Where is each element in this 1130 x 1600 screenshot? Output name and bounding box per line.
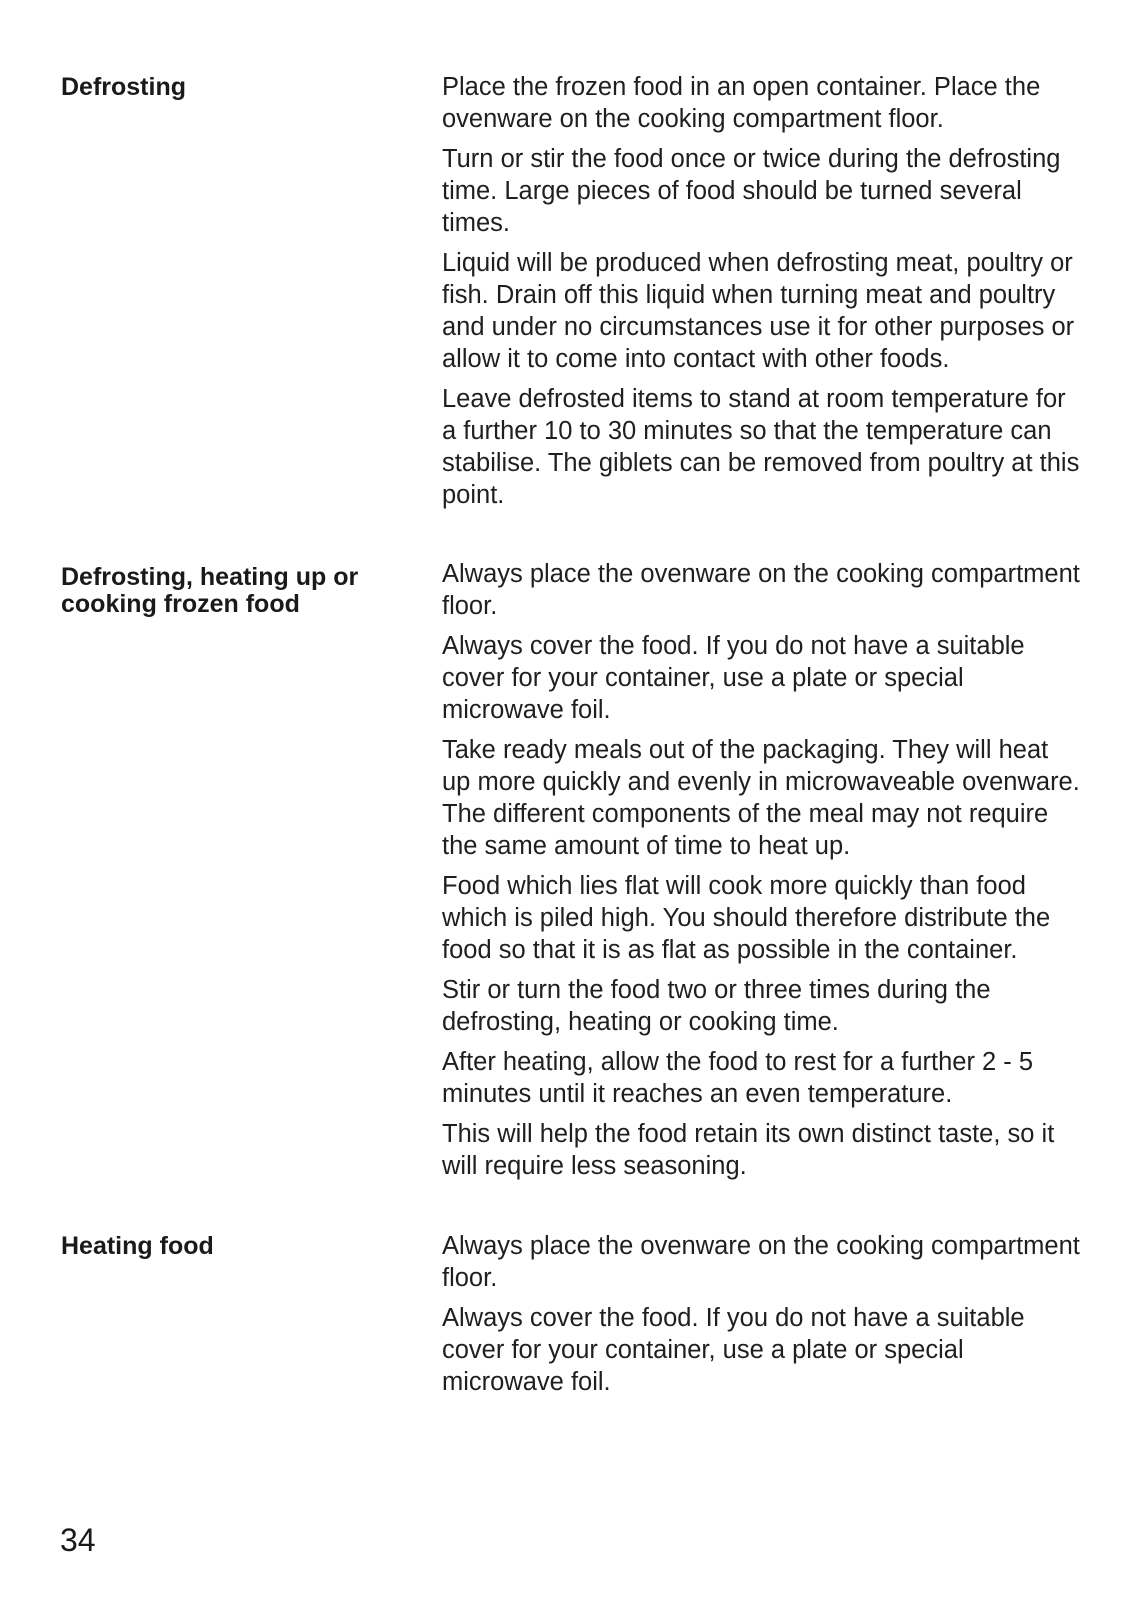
paragraph: Always place the ovenware on the cooking compartment floor. [442, 1232, 1080, 1292]
paragraph: Stir or turn the food two or three times during the defrosting, heating or cooking time. [442, 976, 991, 1036]
paragraph: Turn or stir the food once or twice during the defrosting time. Large pieces of food should be turned several times. [442, 145, 1061, 237]
section-body [442, 71, 1080, 519]
paragraph: Food which lies flat will cook more quickly than food which is piled high. You should therefore distribute the food so that it is as flat as possible in the container. [442, 872, 1051, 964]
paragraph: The different components of the meal may not require the same amount of time to heat up. [442, 800, 1049, 860]
section-heading: Heating food [61, 1232, 214, 1260]
section-body [442, 558, 1080, 1190]
section-heading: Defrosting, heating up or cooking frozen food [61, 563, 359, 618]
page-number: 34 [60, 1522, 96, 1558]
paragraph: Place the frozen food in an open container. Place the ovenware on the cooking compartment floor. [442, 73, 1041, 133]
paragraph: Always cover the food. If you do not have a suitable cover for your container, use a plate or special microwave foil. [442, 632, 1025, 724]
paragraph: Always place the ovenware on the cooking compartment floor. [442, 560, 1080, 620]
section-heading: Defrosting [61, 73, 186, 101]
paragraph: After heating, allow the food to rest for a further 2 - 5 minutes until it reaches an even temperature. [442, 1048, 1034, 1108]
paragraph: Liquid will be produced when defrosting meat, poultry or fish. Drain off this liquid when turning meat and poultry and under no circumstances use it for other purposes or allow it to come into contact with other foods. [442, 249, 1075, 373]
paragraph: This will help the food retain its own distinct taste, so it will require less seasoning. [442, 1120, 1055, 1180]
paragraph: Take ready meals out of the packaging. They will heat up more quickly and evenly in microwaveable ovenware. [442, 736, 1080, 796]
section-body [442, 1230, 1080, 1406]
paragraph: Leave defrosted items to stand at room temperature for a further 10 to 30 minutes so that the temperature can stabilise. The giblets can be removed from poultry at this point. [442, 385, 1080, 509]
paragraph: Always cover the food. If you do not have a suitable cover for your container, use a plate or special microwave foil. [442, 1304, 1025, 1396]
